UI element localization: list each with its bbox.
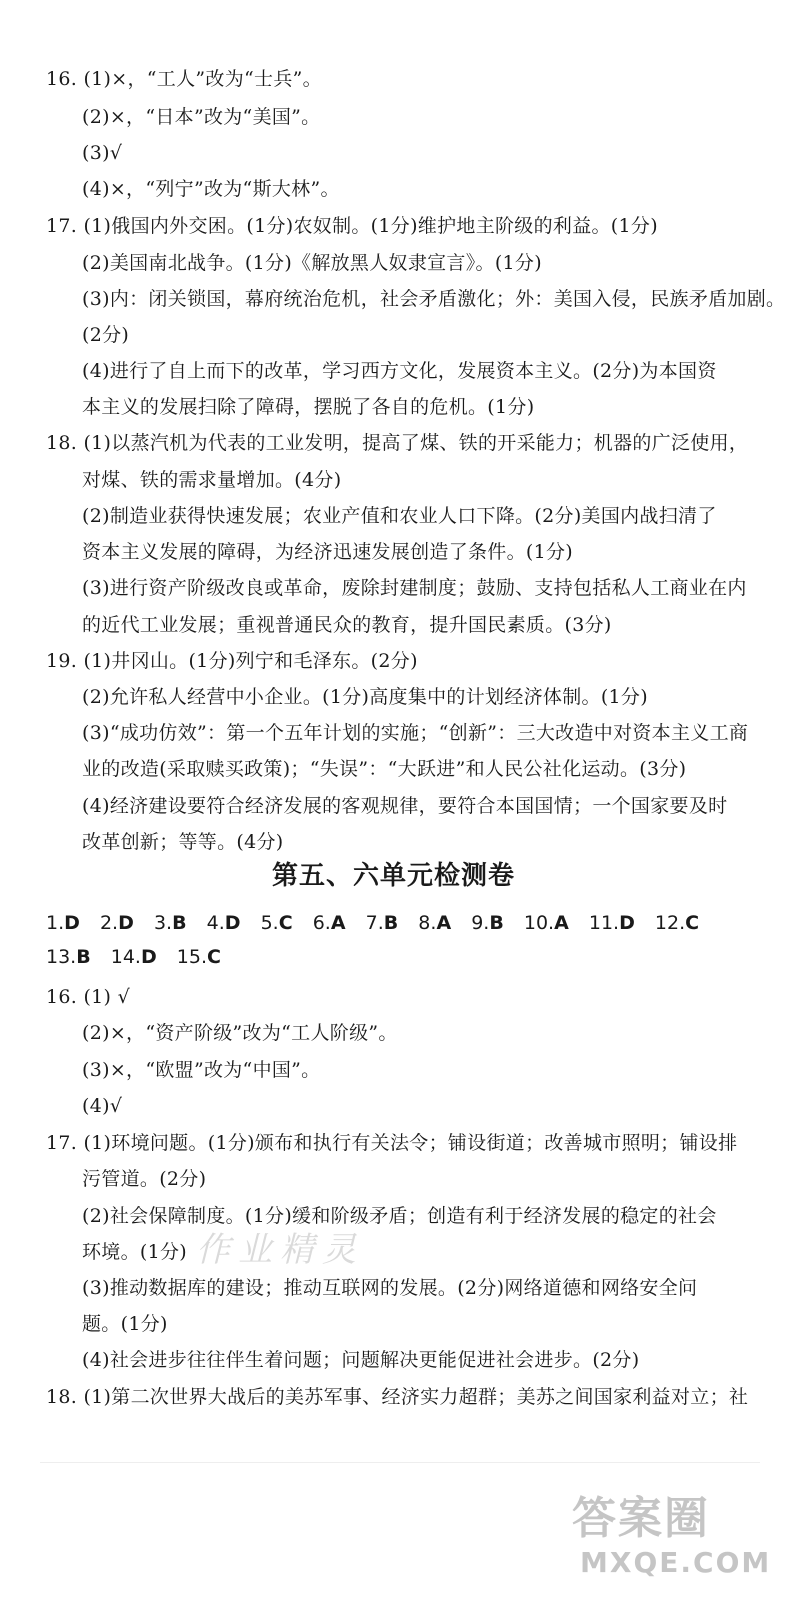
mc-answer: 6.A — [312, 912, 346, 934]
mc-answer: 10.A — [523, 912, 569, 934]
q17-line-2: (2)美国南北战争。(1分)《解放黑人奴隶宣言》。(1分) — [82, 252, 542, 274]
q18-line-1: 18. (1)以蒸汽机为代表的工业发明，提高了煤、铁的开采能力；机器的广泛使用， — [46, 432, 749, 454]
q18-line-4: 资本主义发展的障碍，为经济迅速发展创造了条件。(1分) — [82, 541, 574, 563]
s2-q16-line-1: 16. (1) √ — [46, 986, 131, 1008]
logo-chinese: 答案圈 — [572, 1493, 710, 1544]
s2-q17-line-7: (4)社会进步往往伴生着问题；问题解决更能促进社会进步。(2分) — [82, 1349, 640, 1371]
s2-q17-line-1: 17. (1)环境问题。(1分)颁布和执行有关法令；铺设街道；改善城市照明；铺设排 — [46, 1132, 738, 1154]
q19-line-2: (2)允许私人经营中小企业。(1分)高度集中的计划经济体制。(1分) — [82, 686, 648, 708]
mc-answer: 1.D — [46, 912, 80, 934]
q17-line-5: (4)进行了自上而下的改革，学习西方文化，发展资本主义。(2分)为本国资 — [82, 360, 717, 382]
q18-line-5: (3)进行资产阶级改良或革命，废除封建制度；鼓励、支持包括私人工商业在内 — [82, 577, 747, 599]
mc-answer: 5.C — [260, 912, 293, 934]
q19-line-5: (4)经济建设要符合经济发展的客观规律，要符合本国国情；一个国家要及时 — [82, 795, 728, 817]
q19-line-1: 19. (1)井冈山。(1分)列宁和毛泽东。(2分) — [46, 650, 418, 672]
q17-line-3: (3)内：闭关锁国，幕府统治危机，社会矛盾激化；外：美国入侵，民族矛盾加剧。 — [82, 288, 786, 310]
mc-answer: 3.B — [153, 912, 187, 934]
mc-answer: 2.D — [99, 912, 134, 934]
s2-q17-line-6: 题。(1分) — [82, 1313, 168, 1335]
q16-line-3: (3)√ — [82, 142, 123, 164]
q17-line-6: 本主义的发展扫除了障碍，摆脱了各自的危机。(1分) — [82, 396, 535, 418]
q19-line-6: 改革创新；等等。(4分) — [82, 831, 284, 853]
q16-line-2: (2)×，“日本”改为“美国”。 — [82, 106, 321, 128]
s2-q16-line-3: (3)×，“欧盟”改为“中国”。 — [82, 1059, 321, 1081]
s2-q17-line-2: 污管道。(2分) — [82, 1168, 207, 1190]
q19-line-3: (3)“成功仿效”：第一个五年计划的实施；“创新”：三大改造中对资本主义工商 — [82, 722, 749, 744]
mc-answer: 11.D — [588, 912, 635, 934]
s2-q16-line-2: (2)×，“资产阶级”改为“工人阶级”。 — [82, 1022, 398, 1044]
s2-q18-line-1: 18. (1)第二次世界大战后的美苏军事、经济实力超群；美苏之间国家利益对立；社 — [46, 1386, 749, 1408]
section-title: 第五、六单元检测卷 — [271, 861, 515, 891]
site-logo — [572, 1482, 778, 1590]
q19-line-4: 业的改造(采取赎买政策)；“失误”：“大跃进”和人民公社化运动。(3分) — [82, 758, 687, 780]
q18-line-3: (2)制造业获得快速发展；农业产值和农业人口下降。(2分)美国内战扫清了 — [82, 505, 717, 527]
s2-q16-line-4: (4)√ — [82, 1095, 123, 1117]
s2-q17-line-5: (3)推动数据库的建设；推动互联网的发展。(2分)网络道德和网络安全问 — [82, 1277, 698, 1299]
mc-answer: 15.C — [176, 946, 221, 968]
mc-answer: 8.A — [418, 912, 452, 934]
mc-row-1 — [46, 912, 713, 934]
s2-q17-line-4: 环境。(1分) — [82, 1241, 188, 1263]
q16-line-1: 16. (1)×，“工人”改为“士兵”。 — [46, 68, 322, 90]
mc-answer: 7.B — [365, 912, 399, 934]
mc-answer: 14.D — [110, 946, 157, 968]
mc-answer: 13.B — [46, 946, 91, 968]
logo-domain: MXQE.COM — [580, 1546, 772, 1579]
mc-answer: 9.B — [471, 912, 504, 934]
q17-line-1: 17. (1)俄国内外交困。(1分)农奴制。(1分)维护地主阶级的利益。(1分) — [46, 215, 658, 237]
watermark-text: 作业精灵 — [196, 1230, 364, 1270]
footer-divider — [40, 1462, 760, 1463]
q16-line-4: (4)×，“列宁”改为“斯大林”。 — [82, 178, 340, 200]
q18-line-2: 对煤、铁的需求量增加。(4分) — [82, 469, 342, 491]
q17-line-4: (2分) — [82, 324, 130, 346]
mc-answer: 12.C — [654, 912, 700, 934]
q18-line-6: 的近代工业发展；重视普通民众的教育，提升国民素质。(3分) — [82, 614, 612, 636]
mc-row-2 — [46, 946, 235, 968]
s2-q17-line-3: (2)社会保障制度。(1分)缓和阶级矛盾；创造有利于经济发展的稳定的社会 — [82, 1205, 717, 1227]
mc-answer: 4.D — [206, 912, 241, 934]
